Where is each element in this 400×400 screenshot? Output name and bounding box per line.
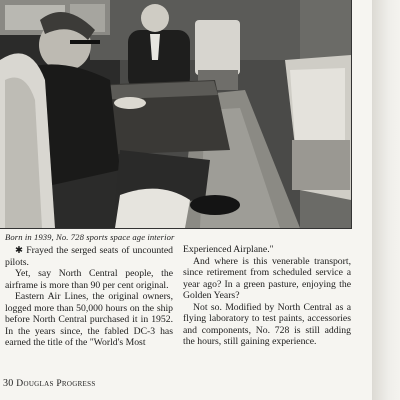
publication-name: Douglas Progress (16, 379, 96, 389)
article-column-1 (5, 245, 173, 349)
page-edge (372, 0, 400, 400)
paragraph: Yet, say North Central people, the airframe is more than 90 per cent original. (5, 268, 173, 291)
paragraph: Not so. Modified by North Central as a flying laboratory to test paints, accessories and components, No. 728 is still adding the hours, still gaining experience. (183, 301, 351, 347)
paragraph: ✱ Frayed the serged seats of uncounted pilots. (5, 245, 173, 268)
paragraph: Eastern Air Lines, the original owners, logged more than 50,000 hours on the ship before North Central purchased it in 1952. In the years since, the fabled DC-3 has earned the title of the "World's Most (5, 291, 173, 348)
photo-caption: Born in 1939, No. 728 sports space age interior (5, 232, 175, 242)
paragraph: And where is this venerable transport, since retirement from scheduled service a year ago? In a green pasture, enjoying the Golden Years? (183, 255, 351, 301)
page-number: 30 (3, 378, 14, 389)
article-column-2 (183, 244, 351, 348)
paragraph: Experienced Airplane." (183, 244, 274, 255)
page-footer (3, 378, 96, 389)
